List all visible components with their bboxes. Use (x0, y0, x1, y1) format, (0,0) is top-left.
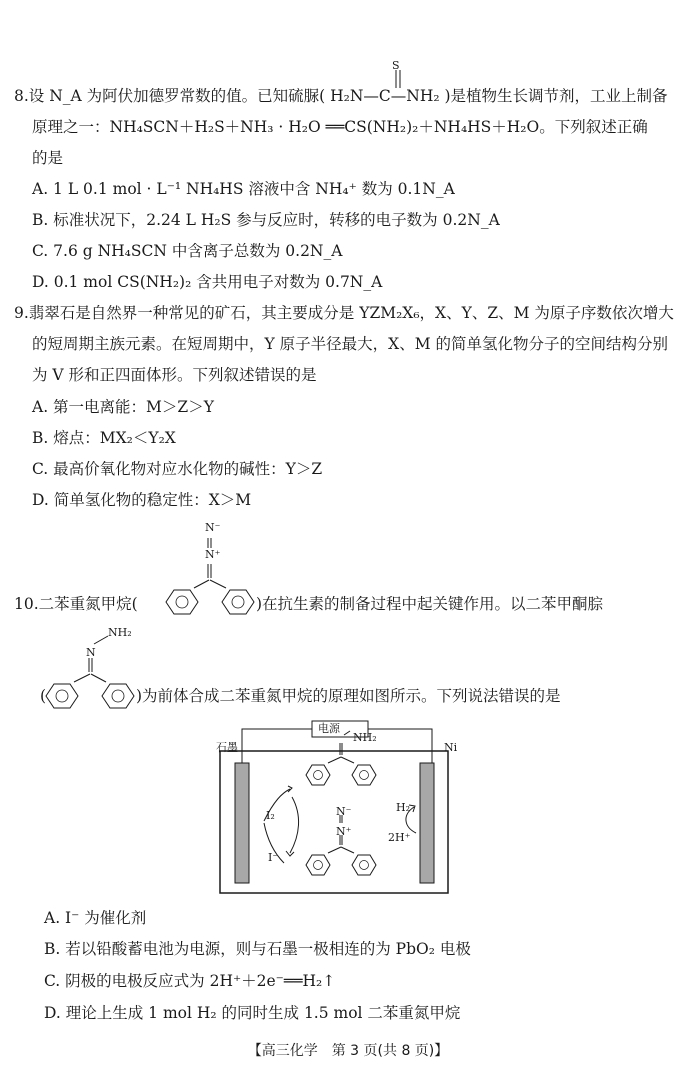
q8-option-d: D. 0.1 mol CS(NH₂)₂ 含共用电子对数为 0.7N_A (32, 273, 383, 291)
power-supply-label: 电源 (318, 722, 340, 735)
q9-option-b: B. 熔点：MX₂＜Y₂X (32, 429, 176, 447)
nickel-electrode (420, 763, 434, 883)
q8-option-b: B. 标准状况下，2.24 L H₂S 参与反应时，转移的电子数为 0.2N_A (32, 211, 500, 229)
q9-option-c: C. 最高价氧化物对应水化物的碱性：Y＞Z (32, 460, 323, 478)
graphite-electrode (235, 763, 249, 883)
q8-line-2: 原理之一：NH₄SCN＋H₂S＋NH₃ · H₂O ══CS(NH₂)₂＋NH₄HS＋H₂O。下列叙述正确 (32, 118, 648, 136)
q8-line-3: 的是 (32, 149, 64, 167)
q10-line-2-end: )为前体合成二苯重氮甲烷的原理如图所示。下列说法错误的是 (136, 687, 561, 705)
graphite-label: 石墨 (216, 741, 238, 754)
q10-line-2-open: ( (40, 687, 47, 705)
iodide-label: I⁻ (268, 851, 279, 864)
diazo-n-minus-label: N⁻ (205, 521, 221, 534)
diphenyldiazomethane-structure (164, 530, 264, 620)
cell-nh2-label: NH₂ (353, 731, 377, 744)
hydrazone-nh2-label: NH₂ (108, 626, 132, 639)
q10-option-b: B. 若以铅酸蓄电池为电源，则与石墨一极相连的为 PbO₂ 电极 (44, 940, 471, 958)
q10-line-1-end: )在抗生素的制备过程中起关键作用。以二苯甲酮腙 (256, 595, 604, 613)
electrolysis-cell-diagram (210, 715, 458, 900)
diazo-n-plus-label: N⁺ (205, 548, 221, 561)
q10-line-1-start: 10.二苯重氮甲烷( (14, 595, 138, 613)
hydrogen-label: H₂ (396, 801, 411, 814)
q9-option-a: A. 第一电离能：M＞Z＞Y (32, 398, 214, 416)
q9-line-2: 的短周期主族元素。在短周期中，Y 原子半径最大，X、M 的简单氢化物分子的空间结构分别 (32, 335, 668, 353)
cell-n-plus-label: N⁺ (336, 825, 352, 838)
q9-line-1: 9.翡翠石是自然界一种常见的矿石，其主要成分是 YZM₂X₆，X、Y、Z、M 为原子序数依次增大 (14, 304, 674, 322)
q10-option-a: A. I⁻ 为催化剂 (44, 909, 147, 927)
electrolysis-tank (220, 751, 448, 893)
hydrazone-n-label: N (86, 646, 96, 659)
iodine-label: I₂ (266, 809, 275, 822)
page-footer: 【高三化学 第 3 页(共 8 页)】 (247, 1043, 449, 1059)
benzophenone-hydrazone-structure (44, 630, 140, 710)
q8-option-c: C. 7.6 g NH₄SCN 中含离子总数为 0.2N_A (32, 242, 343, 260)
q8-option-a: A. 1 L 0.1 mol · L⁻¹ NH₄HS 溶液中含 NH₄⁺ 数为 0.1N_A (32, 180, 455, 198)
thiourea-sulfur-label: S (392, 59, 400, 72)
q9-line-3: 为 V 形和正四面体形。下列叙述错误的是 (32, 366, 317, 384)
q8-line-1: 8.设 N_A 为阿伏加德罗常数的值。已知硫脲( H₂N—C—NH₂ )是植物生长调节剂，工业上制备 (14, 87, 668, 105)
q10-option-c: C. 阴极的电极反应式为 2H⁺＋2e⁻══H₂↑ (44, 972, 336, 990)
proton-label: 2H⁺ (388, 831, 411, 844)
q10-option-d: D. 理论上生成 1 mol H₂ 的同时生成 1.5 mol 二苯重氮甲烷 (44, 1004, 461, 1022)
cell-n-minus-label: N⁻ (336, 805, 352, 818)
q9-option-d: D. 简单氢化物的稳定性：X＞M (32, 491, 252, 509)
nickel-label: Ni (444, 741, 458, 754)
iodine-reduction-arrow (290, 797, 299, 853)
